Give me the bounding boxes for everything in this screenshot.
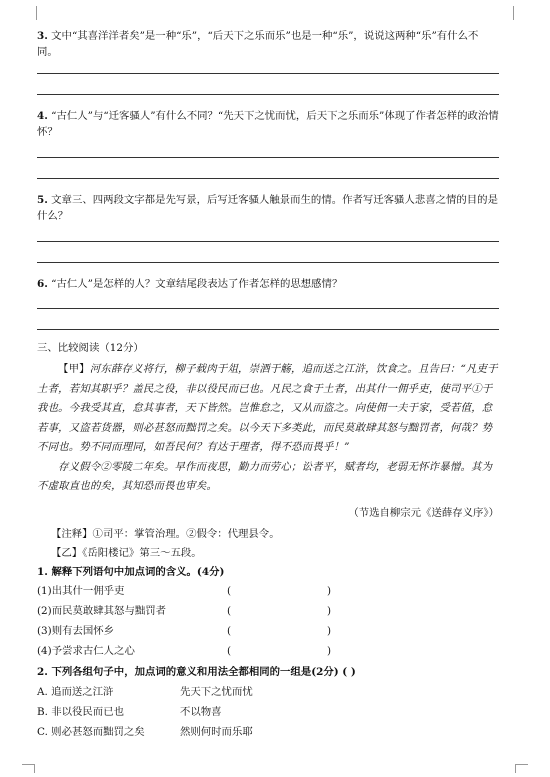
q1-item-text: (1)出其什一佣乎吏 <box>37 584 125 597</box>
q1-item-text: (3)则有去国怀乡 <box>37 624 115 637</box>
q1-title: 1. 解释下列语句中加点词的含义。(4分) <box>37 565 225 578</box>
passage-label: 【甲】 <box>58 363 90 375</box>
q1-item <box>37 583 499 599</box>
question-text: “古仁人”与“迁客骚人”有什么不同？“先天下之忧而忧，后天下之乐而乐”体现了作者怎样的政治情怀？ <box>37 110 499 138</box>
passage-jia-paragraph-2 <box>37 458 499 497</box>
question-number: 6. <box>37 278 48 290</box>
q1-items <box>37 583 499 659</box>
passage-text: 存义假令②零陵二年矣。早作而夜思，勤力而劳心；讼者平，赋者均，老弱无怀诈暴憎。其为不虚取直也的矣，其知恐而畏也审矣。 <box>37 460 493 492</box>
answer-line[interactable] <box>37 157 499 158</box>
annotation-note: 【注释】①司平：掌管治理。②假令：代理县令。 <box>51 527 280 540</box>
q2-option-b[interactable] <box>37 704 499 720</box>
crop-mark-top-left <box>22 6 37 20</box>
question-text: 文章三、四两段文字都是先写景，后写迁客骚人触景而生的情。作者写迁客骚人悲喜之情的目的是什么？ <box>37 194 498 222</box>
crop-mark-bottom-left <box>22 764 35 773</box>
q1-item <box>37 623 499 639</box>
page-content <box>37 26 499 740</box>
q2-title: 2. 下列各组句子中，加点词的意义和用法全都相同的一组是(2分) ( ) <box>37 665 356 678</box>
crop-mark-top-right <box>513 6 528 20</box>
answer-blank[interactable]: ( ) <box>227 624 331 637</box>
answer-line[interactable] <box>37 178 499 179</box>
answer-line[interactable] <box>37 262 499 263</box>
answer-blank[interactable]: ( ) <box>227 584 331 597</box>
option-compare-sentence: 然则何时而乐耶 <box>180 725 253 738</box>
question-text: “古仁人”是怎样的人？文章结尾段表达了作者怎样的思想感情？ <box>51 278 343 290</box>
answer-line[interactable] <box>37 308 499 309</box>
passage-yi-reference: 【乙】《岳阳楼记》第三～五段。 <box>51 546 202 559</box>
q1-item <box>37 643 499 659</box>
answer-line[interactable] <box>37 241 499 242</box>
q1-item-text: (2)而民莫敢肆其怒与黜罚者 <box>37 604 167 617</box>
answer-blank[interactable]: ( ) <box>227 644 331 657</box>
question-text: 文中“其喜洋洋者矣”是一种“乐”，“后天下之乐而乐”也是一种“乐”，说说这两种“乐”有什么不同。 <box>37 30 479 58</box>
answer-line[interactable] <box>37 94 499 95</box>
question-number: 3. <box>37 30 48 42</box>
option-sentence: A. 追而送之江浒 <box>37 685 114 698</box>
option-sentence: B. 非以役民而已也 <box>37 705 124 718</box>
option-compare-sentence: 先天下之忧而忧 <box>180 685 253 698</box>
passage-source: （节选自柳宗元《送薛存义序》） <box>348 506 499 519</box>
answer-blank[interactable]: ( ) <box>227 604 331 617</box>
option-compare-sentence: 不以物喜 <box>180 705 222 718</box>
q1-item-text: (4)予尝求古仁人之心 <box>37 644 135 657</box>
question-4 <box>37 108 499 140</box>
passage-jia-paragraph-1 <box>37 360 499 458</box>
question-number: 4. <box>37 110 48 122</box>
q2-option-a[interactable] <box>37 684 499 700</box>
section-title: 三、比较阅读（12分） <box>37 342 144 354</box>
answer-line[interactable] <box>37 329 499 330</box>
q2-option-c[interactable] <box>37 724 499 740</box>
option-sentence: C. 则必甚怒而黜罚之矣 <box>37 725 145 738</box>
q1-item <box>37 603 499 619</box>
answer-line[interactable] <box>37 73 499 74</box>
question-6 <box>37 276 499 292</box>
passage-text: 河东薛存义将行，柳子载肉于俎，崇酒于觞，追而送之江浒，饮食之。且告曰：“凡吏于土者，若知其职乎？盖民之役，非以役民而已也。凡民之食于土者，出其什一佣乎吏，使司平①于我也。今我受其直，怠其事者，天下皆然。岂惟怠之，又从而盗之。向使佣一夫于家，受若值，怠若事，又盗若货器，则必甚怒而黜罚之矣。以今天下多类此，而民莫敢肆其怒与黜罚者，何哉？势不同也。势不同而理同，如吾民何？有达于理者，得不恐而畏乎！” <box>37 363 498 453</box>
question-5 <box>37 192 499 224</box>
question-3 <box>37 28 499 60</box>
question-number: 5. <box>37 194 48 206</box>
crop-mark-bottom-right <box>515 764 528 773</box>
